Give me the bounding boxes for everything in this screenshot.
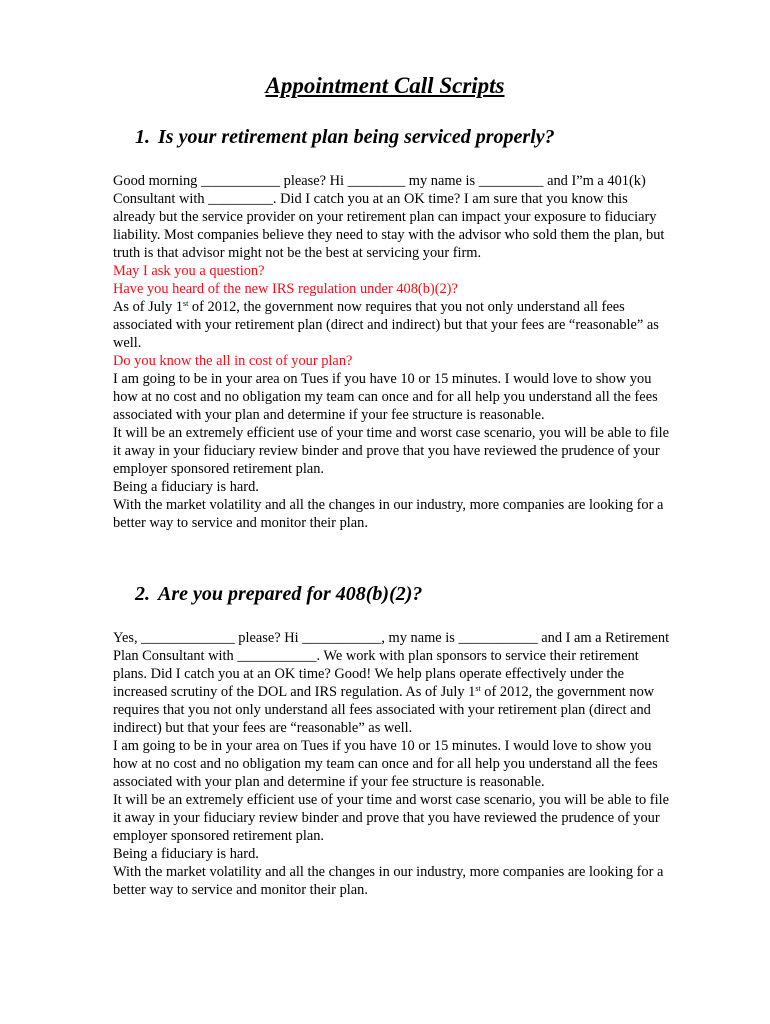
section-2-intro-text-end: of 2012, the government now requires that you not only understand all fees associated with your retirement plan (direct and indirect) but that your fees are “reasonable” as well. <box>113 684 655 736</box>
section-1-regulation-paragraph <box>113 298 673 352</box>
section-1-heading-text: Is your retirement plan being serviced properly? <box>158 126 555 148</box>
section-2-number: 2. <box>135 583 150 605</box>
section-1-meeting-paragraph: I am going to be in your area on Tues if you have 10 or 15 minutes. I would love to show you how at no cost and no obligation my team can once and for all help you understand all the fees associated with your plan and determine if your fee structure is reasonable. <box>113 371 658 423</box>
section-2-heading <box>135 580 422 608</box>
section-1-question-ask: May I ask you a question? <box>113 263 265 279</box>
section-2-script <box>113 629 673 899</box>
section-1-question-all-in-cost: Do you know the all in cost of your plan? <box>113 353 353 369</box>
section-2-heading-text: Are you prepared for 408(b)(2)? <box>158 583 423 605</box>
section-2-fiduciary-paragraph: Being a fiduciary is hard. <box>113 846 259 862</box>
section-1-regulation-text-end: of 2012, the government now requires that you not only understand all fees associated with your retirement plan (direct and indirect) but that your fees are “reasonable” as well. <box>113 299 659 351</box>
section-1-regulation-text-start: As of July 1 <box>113 299 183 315</box>
document-title: Appointment Call Scripts <box>265 73 505 98</box>
section-1-intro-paragraph: Good morning ___________ please? Hi ________ my name is _________ and I”m a 401(k) Consultant with _________. Did I catch you at an OK time? I am sure that you know this already but the service provider on your retirement plan can impact your exposure to fiduciary liability. Most companies believe they need to stay with the advisor who sold them the plan, but truth is that advisor might not be the best at servicing your firm. <box>113 173 665 261</box>
section-1-efficiency-paragraph: It will be an extremely efficient use of your time and worst case scenario, you will be able to file it away in your fiduciary review binder and prove that you have reviewed the prudence of your employer sponsored retirement plan. <box>113 425 669 477</box>
section-2-intro-paragraph <box>113 629 673 737</box>
section-1-question-irs-regulation: Have you heard of the new IRS regulation under 408(b)(2)? <box>113 281 458 297</box>
section-2-intro-text-start: Yes, _____________ please? Hi ___________, my name is ___________ and I am a Retirement Plan Consultant with ___________. We work with plan sponsors to service their retirement plans. Did I catch you at an OK time? Good! We help plans operate effectively under the increased scrutiny of the DOL and IRS regulation. As of July 1 <box>113 630 670 700</box>
section-2-closing-paragraph: With the market volatility and all the changes in our industry, more companies are looking for a better way to service and monitor their plan. <box>113 864 664 898</box>
section-2-efficiency-paragraph: It will be an extremely efficient use of your time and worst case scenario, you will be able to file it away in your fiduciary review binder and prove that you have reviewed the prudence of your employer sponsored retirement plan. <box>113 792 669 844</box>
section-1-number: 1. <box>135 126 150 148</box>
section-1-heading <box>135 123 555 151</box>
section-1-ordinal-suffix: st <box>182 299 189 308</box>
section-1-script <box>113 172 673 532</box>
section-2-meeting-paragraph: I am going to be in your area on Tues if you have 10 or 15 minutes. I would love to show you how at no cost and no obligation my team can once and for all help you understand all the fees associated with your plan and determine if your fee structure is reasonable. <box>113 738 658 790</box>
section-2-ordinal-suffix: st <box>475 684 481 693</box>
section-1-fiduciary-paragraph: Being a fiduciary is hard. <box>113 479 259 495</box>
section-1-closing-paragraph: With the market volatility and all the changes in our industry, more companies are looking for a better way to service and monitor their plan. <box>113 497 664 531</box>
